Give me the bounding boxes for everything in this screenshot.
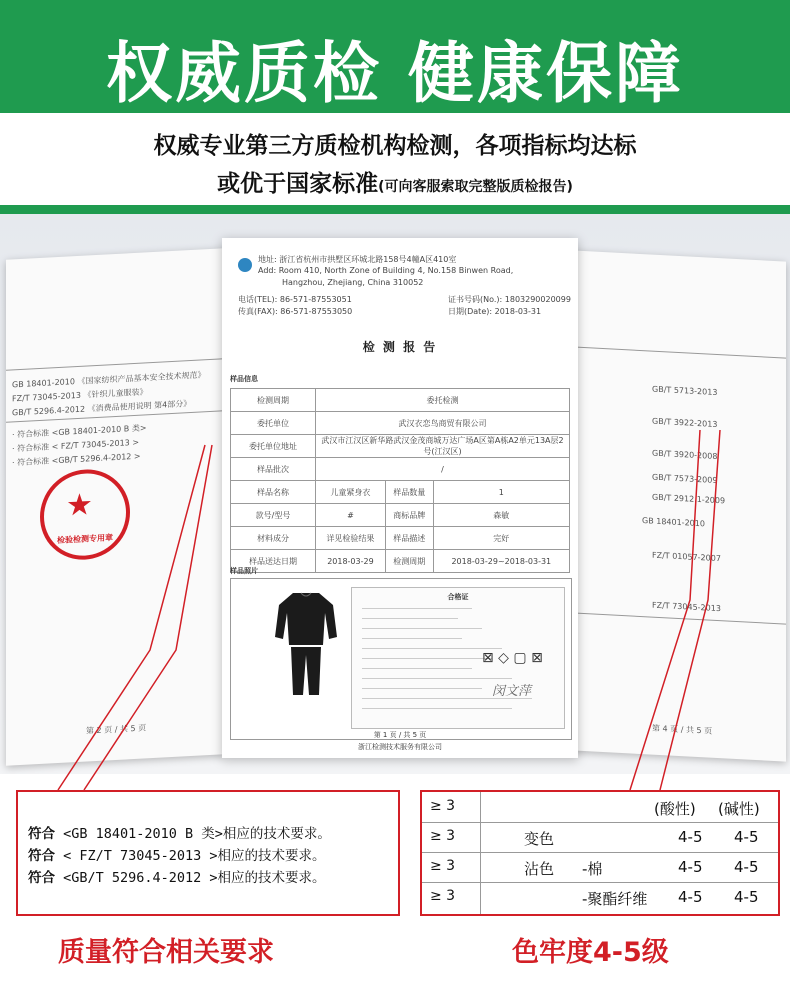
- fastness-row: [422, 852, 778, 883]
- compliance-verdict: 符合: [28, 848, 55, 864]
- report-fax: 传真(FAX): 86-571-87553050: [238, 307, 353, 316]
- report-address-en1: Add: Room 410, North Zone of Building 4, No.158 Binwen Road,: [258, 266, 514, 275]
- table-cell: /: [316, 458, 570, 481]
- table-cell: 样品描述: [385, 527, 433, 550]
- table-cell: 样品批次: [231, 458, 316, 481]
- table-row: [231, 504, 570, 527]
- cert-line: [362, 668, 472, 669]
- header-note-small: (可向客服索取完整版质检报告): [378, 179, 573, 195]
- table-cell: 款号/型号: [231, 504, 316, 527]
- report-date: 日期(Date): 2018-03-31: [448, 307, 542, 316]
- stamp-text: 检验检测专用章: [57, 533, 113, 546]
- cert-line: [362, 648, 502, 649]
- table-row: [231, 435, 570, 458]
- report-title: 检 测 报 告: [362, 340, 438, 354]
- divider: [572, 612, 786, 624]
- cert-line: [362, 608, 472, 609]
- caption-color-fastness: 色牢度4-5级: [512, 937, 669, 968]
- compliance-panel: [16, 790, 400, 916]
- table-cell: 森敏: [433, 504, 569, 527]
- left-doc-line: GB/T 5296.4-2012 《消费品使用说明 第4部分》: [12, 399, 192, 418]
- left-doc-line: FZ/T 73045-2013 《针织儿童服装》: [12, 387, 148, 404]
- cert-line: [362, 708, 512, 709]
- right-doc-line: GB/T 2912.1-2009: [652, 492, 726, 506]
- compliance-line: [28, 844, 326, 864]
- certificate-of-conformity: [351, 587, 565, 729]
- table-row: [231, 412, 570, 435]
- table-cell: 完好: [433, 527, 569, 550]
- compliance-text: <GB 18401-2010 B 类>相应的技术要求。: [55, 826, 331, 842]
- divider: [6, 358, 224, 370]
- section-sample-photo: 样品照片: [230, 567, 258, 575]
- header-title: 权威质检 健康保障: [106, 35, 684, 112]
- gte-value: ≥ 3: [430, 828, 456, 844]
- cert-line: [362, 618, 458, 619]
- right-doc-line: GB/T 3920-2008: [652, 448, 718, 462]
- table-cell: 详见检验结果: [316, 527, 386, 550]
- table-cell: 检测周期: [385, 550, 433, 573]
- fastness-alkali-value: 4-5: [734, 858, 759, 876]
- sample-photo-box: [230, 578, 572, 740]
- page-number: 第 1 页 / 共 5 页: [373, 731, 427, 739]
- star-icon: ★: [66, 487, 93, 524]
- fastness-acid-value: 4-5: [678, 858, 703, 876]
- gte-value: ≥ 3: [430, 888, 456, 904]
- header-note-box: [0, 113, 790, 205]
- right-doc-line: GB/T 5713-2013: [652, 384, 718, 398]
- left-doc-line: GB 18401-2010 《国家纺织产品基本安全技术规范》: [12, 370, 206, 390]
- right-doc-line: GB 18401-2010: [642, 516, 705, 529]
- right-doc-line: FZ/T 01057-2007: [652, 550, 721, 564]
- main-report-page: [222, 238, 578, 758]
- compliance-text: <GB/T 5296.4-2012 >相应的技术要求。: [55, 870, 326, 886]
- table-cell: 委托单位地址: [231, 435, 316, 458]
- right-doc-line: GB/T 7573-2009: [652, 472, 718, 486]
- table-cell: 儿童紧身衣: [316, 481, 386, 504]
- compliance-verdict: 符合: [28, 870, 55, 886]
- report-footer: 浙江检测技术服务有限公司: [358, 743, 442, 751]
- fastness-sub: -聚酯纤维: [582, 890, 648, 908]
- care-label-icons: ⊠ ◇ ▢ ⊠: [482, 650, 543, 666]
- header-acid: (酸性): [654, 800, 696, 818]
- fastness-alkali-value: 4-5: [734, 888, 759, 906]
- cert-line: [362, 628, 482, 629]
- table-row: [231, 481, 570, 504]
- cert-title: 合格证: [447, 593, 469, 601]
- cert-line: [362, 688, 482, 689]
- table-cell: 委托检测: [316, 389, 570, 412]
- compliance-text: < FZ/T 73045-2013 >相应的技术要求。: [55, 848, 326, 864]
- header-banner: [0, 0, 790, 214]
- left-doc-footer: 第 2 页 / 共 5 页: [86, 723, 147, 736]
- compliance-line: [28, 866, 326, 886]
- table-cell: 武汉衣恋鸟商贸有限公司: [316, 412, 570, 435]
- fastness-acid-value: 4-5: [678, 828, 703, 846]
- left-report-page: [6, 248, 224, 765]
- table-row: [231, 550, 570, 573]
- fastness-sub: -棉: [582, 860, 603, 878]
- fastness-header-row: [422, 792, 778, 823]
- signature: 闵文萍: [492, 684, 532, 699]
- sample-info-table: [230, 388, 570, 573]
- table-cell: 武汉市江汉区新华路武汉金茂商城万达广场A区第A栋A2单元13A层2号(江汉区): [316, 435, 570, 458]
- table-cell: 样品名称: [231, 481, 316, 504]
- report-cert-no: 证书号码(No.): 1803290020099: [448, 295, 571, 304]
- table-cell: #: [316, 504, 386, 527]
- table-cell: 检测周期: [231, 389, 316, 412]
- table-row: [231, 458, 570, 481]
- table-cell: 2018-03-29: [316, 550, 386, 573]
- report-address: 地址: 浙江省杭州市拱墅区环城北路158号4幢A区410室: [258, 255, 457, 264]
- right-report-page: [572, 250, 786, 761]
- header-alkali: (碱性): [718, 800, 760, 818]
- fastness-alkali-value: 4-5: [734, 828, 759, 846]
- header-note-main: 或优于国家标准: [217, 171, 379, 197]
- section-sample-info: 样品信息: [230, 375, 258, 383]
- table-cell: 委托单位: [231, 412, 316, 435]
- gte-value: ≥ 3: [430, 858, 456, 874]
- right-doc-footer: 第 4 页 / 共 5 页: [652, 723, 713, 736]
- table-cell: 样品送达日期: [231, 550, 316, 573]
- fastness-row: [422, 822, 778, 853]
- cert-line: [362, 638, 462, 639]
- right-doc-line: FZ/T 73045-2013: [652, 600, 721, 614]
- color-fastness-panel: [420, 790, 780, 916]
- compliance-verdict: 符合: [28, 826, 55, 842]
- fastness-label: 变色: [524, 830, 555, 848]
- institute-logo-icon: [238, 258, 252, 272]
- divider: [572, 346, 786, 358]
- garment-photo: [271, 589, 341, 699]
- left-doc-line: · 符合标准 < FZ/T 73045-2013 >: [12, 437, 140, 454]
- table-cell: 材料成分: [231, 527, 316, 550]
- report-tel: 电话(TEL): 86-571-87553051: [238, 295, 352, 304]
- right-doc-line: GB/T 3922-2013: [652, 416, 718, 430]
- table-row: [231, 389, 570, 412]
- table-cell: 样品数量: [385, 481, 433, 504]
- left-doc-line: · 符合标准 <GB 18401-2010 B 类>: [12, 423, 147, 440]
- header-note-line2: [0, 165, 790, 198]
- table-cell: 商标品牌: [385, 504, 433, 527]
- fastness-row: [422, 882, 778, 912]
- inspection-stamp: [40, 467, 130, 562]
- table-cell: 2018-03-29~2018-03-31: [433, 550, 569, 573]
- table-row: [231, 527, 570, 550]
- gte-value: ≥ 3: [430, 798, 456, 814]
- caption-quality: 质量符合相关要求: [58, 937, 274, 968]
- report-address-en2: Hangzhou, Zhejiang, China 310052: [282, 278, 424, 287]
- fastness-acid-value: 4-5: [678, 888, 703, 906]
- report-documents-area: [0, 214, 790, 774]
- header-note-line1: 权威专业第三方质检机构检测，各项指标均达标: [153, 133, 637, 159]
- left-doc-line: · 符合标准 <GB/T 5296.4-2012 >: [12, 451, 141, 468]
- fastness-label: 沾色: [524, 860, 555, 878]
- table-cell: 1: [433, 481, 569, 504]
- cert-line: [362, 678, 512, 679]
- compliance-line: [28, 822, 331, 842]
- cert-line: [362, 658, 492, 659]
